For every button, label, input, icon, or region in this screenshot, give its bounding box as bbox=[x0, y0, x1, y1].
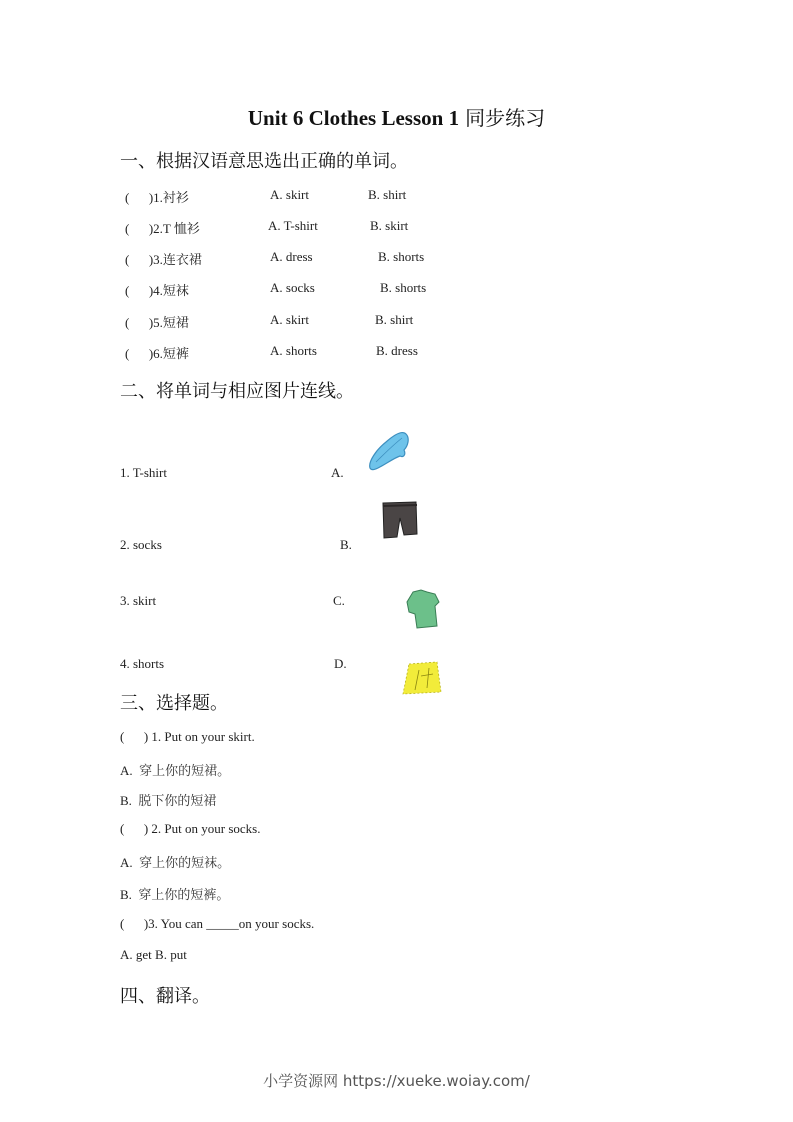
title-english: Unit 6 Clothes Lesson 1 bbox=[247, 106, 460, 130]
question-row bbox=[125, 343, 189, 362]
section-1-heading: 一、根据汉语意思选出正确的单词。 bbox=[120, 151, 408, 172]
answer-bracket[interactable]: ( ) bbox=[125, 221, 154, 236]
question-row bbox=[125, 187, 189, 206]
question-chinese: 短裙 bbox=[162, 316, 189, 331]
option-a: A. dress bbox=[270, 249, 313, 264]
answer-bracket[interactable]: ( ) bbox=[125, 252, 154, 267]
question-number: 5. bbox=[153, 315, 163, 330]
footer-watermark: 小学资源网 https://xueke.woiay.com/ bbox=[263, 1072, 530, 1090]
question-row bbox=[125, 249, 202, 268]
answer-bracket[interactable]: ( ) bbox=[125, 190, 154, 205]
option-label: B. bbox=[120, 793, 139, 808]
option-b: B. skirt bbox=[370, 218, 409, 233]
question-chinese: 恤衫 bbox=[173, 222, 200, 237]
match-letter: A. bbox=[331, 465, 344, 480]
question-row bbox=[125, 218, 200, 237]
option-text: 穿上你的短裤。 bbox=[138, 888, 230, 903]
match-word[interactable]: 3. skirt bbox=[120, 593, 157, 608]
option-a: A. T-shirt bbox=[268, 218, 318, 233]
question-row bbox=[125, 280, 189, 299]
question-number: 6. bbox=[153, 346, 163, 361]
match-word[interactable]: 2. socks bbox=[120, 537, 162, 552]
option-text: 穿上你的短袜。 bbox=[139, 856, 231, 871]
match-word[interactable]: 4. shorts bbox=[120, 656, 165, 671]
question-3-1: ( ) 1. Put on your skirt. bbox=[120, 729, 255, 744]
match-letter: D. bbox=[334, 656, 347, 671]
question-chinese: 连衣裙 bbox=[162, 253, 202, 268]
option-a[interactable] bbox=[120, 852, 230, 871]
dark-shorts-picture[interactable] bbox=[380, 500, 420, 540]
question-chinese: 短袜 bbox=[162, 284, 189, 299]
option-label: A. bbox=[120, 855, 140, 870]
question-number: 3. bbox=[153, 252, 163, 267]
question-3-2: ( ) 2. Put on your socks. bbox=[120, 821, 261, 836]
option-a: A. socks bbox=[270, 280, 315, 295]
match-letter: C. bbox=[333, 593, 345, 608]
blue-socks-picture[interactable] bbox=[364, 428, 414, 474]
section-4-heading: 四、翻译。 bbox=[120, 986, 210, 1007]
question-chinese: 衬衫 bbox=[162, 191, 189, 206]
option-label: B. bbox=[120, 887, 139, 902]
option-text: 脱下你的短裙 bbox=[138, 794, 217, 809]
option-a: A. shorts bbox=[270, 343, 317, 358]
question-row bbox=[125, 312, 189, 331]
option-b: B. dress bbox=[376, 343, 418, 358]
option-b: B. shorts bbox=[380, 280, 427, 295]
match-letter: B. bbox=[340, 537, 352, 552]
section-3-heading: 三、选择题。 bbox=[120, 693, 228, 714]
section-2-heading: 二、将单词与相应图片连线。 bbox=[120, 381, 354, 402]
option-b[interactable] bbox=[120, 884, 229, 903]
option-a[interactable] bbox=[120, 760, 230, 779]
document-title bbox=[0, 102, 793, 131]
question-number: 4. bbox=[153, 283, 163, 298]
match-word[interactable]: 1. T-shirt bbox=[120, 465, 167, 480]
title-chinese: 同步练习 bbox=[465, 106, 546, 130]
option-a: A. skirt bbox=[270, 312, 309, 327]
option-b: B. shirt bbox=[368, 187, 407, 202]
question-number: 2.T bbox=[153, 221, 174, 236]
question-number: 1. bbox=[153, 190, 163, 205]
option-b[interactable] bbox=[120, 790, 216, 809]
option-label: A. bbox=[120, 763, 140, 778]
question-3-3: ( )3. You can _____on your socks. bbox=[120, 916, 315, 931]
green-tshirt-picture[interactable] bbox=[403, 588, 443, 633]
option-b: B. shorts bbox=[378, 249, 425, 264]
answer-bracket[interactable]: ( ) bbox=[125, 315, 154, 330]
question-3-3-options: A. get B. put bbox=[120, 947, 187, 962]
yellow-skirt-picture[interactable] bbox=[401, 660, 443, 698]
option-text: 穿上你的短裙。 bbox=[139, 764, 231, 779]
answer-bracket[interactable]: ( ) bbox=[125, 283, 154, 298]
option-a: A. skirt bbox=[270, 187, 309, 202]
question-chinese: 短裤 bbox=[162, 347, 189, 362]
answer-bracket[interactable]: ( ) bbox=[125, 346, 154, 361]
option-b: B. shirt bbox=[375, 312, 414, 327]
